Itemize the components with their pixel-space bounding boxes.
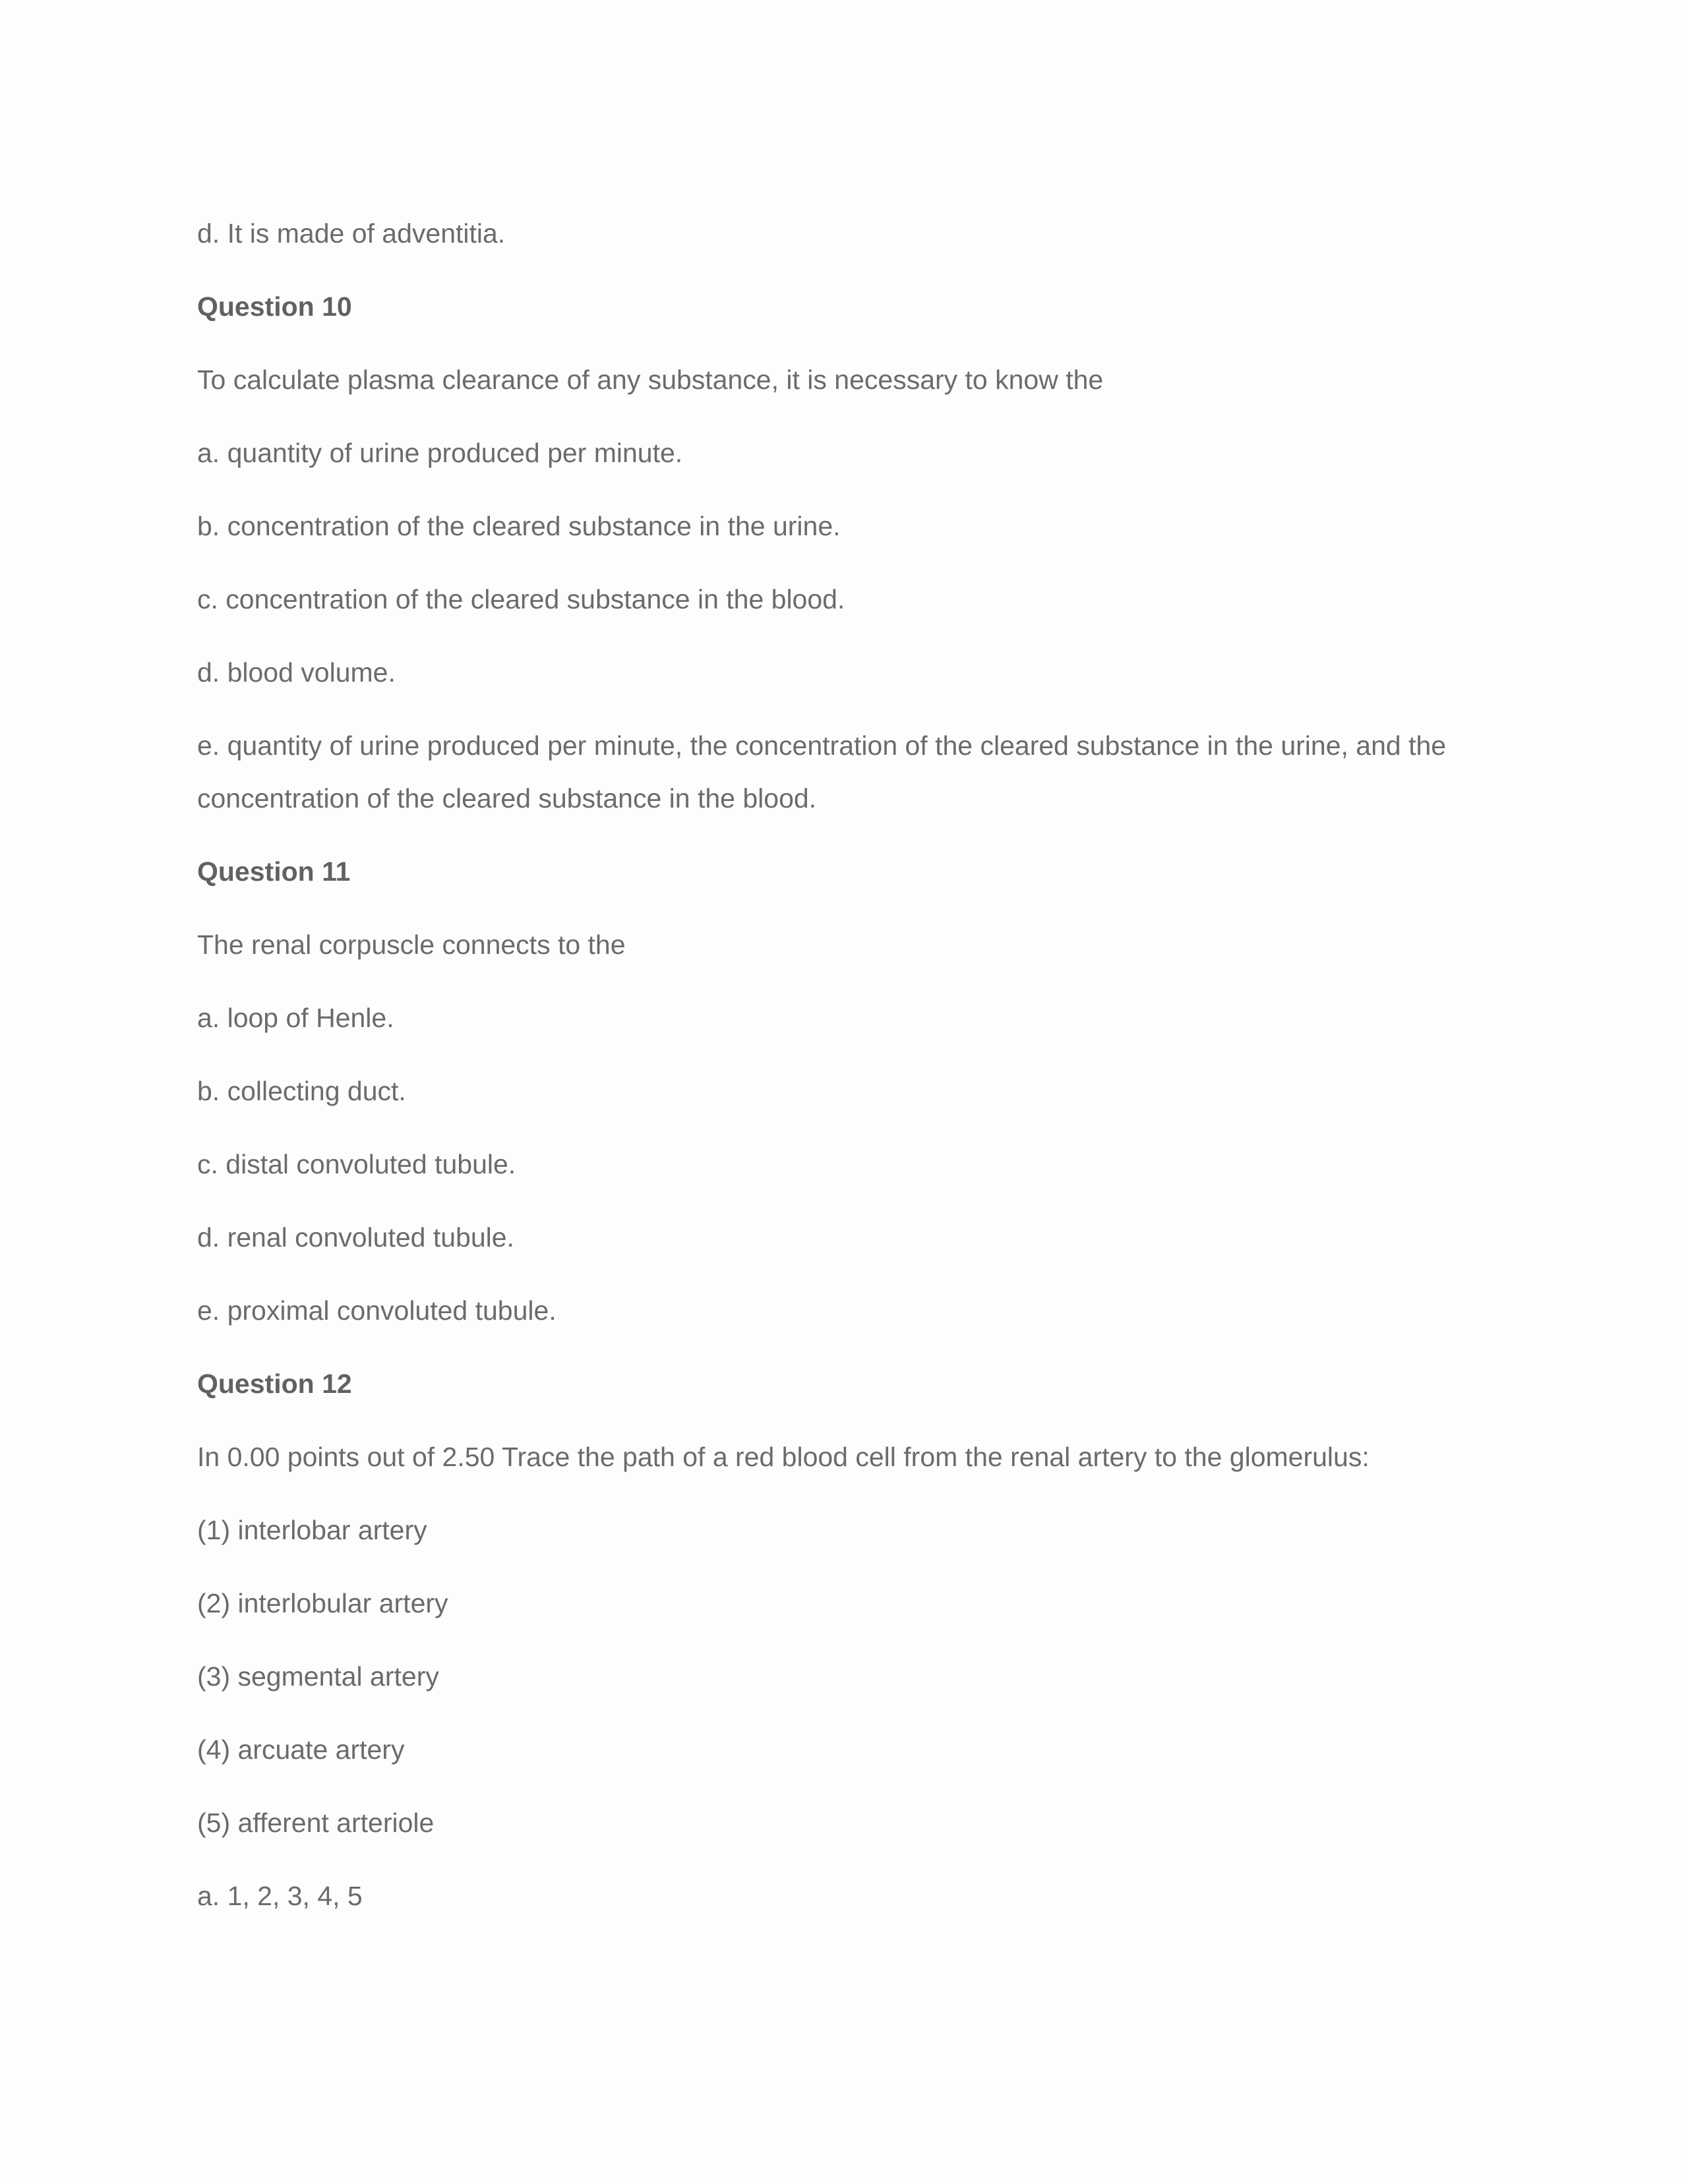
question-12-prompt: In 0.00 points out of 2.50 Trace the path of a red blood cell from the renal artery to the glomerulus: <box>197 1442 1370 1472</box>
question-10-option-d: d. blood volume. <box>197 657 396 688</box>
question-11-option-e: e. proximal convoluted tubule. <box>197 1295 557 1326</box>
question-11-heading: Question 11 <box>197 856 351 887</box>
question-12-heading: Question 12 <box>197 1369 352 1399</box>
question-10-prompt: To calculate plasma clearance of any substance, it is necessary to know the <box>197 365 1104 395</box>
question-10-option-c: c. concentration of the cleared substance in the blood. <box>197 584 845 614</box>
question-10-option-a: a. quantity of urine produced per minute. <box>197 438 683 468</box>
question-12-step-5: (5) afferent arteriole <box>197 1808 435 1838</box>
question-11-option-c: c. distal convoluted tubule. <box>197 1149 516 1179</box>
question-12-option-a: a. 1, 2, 3, 4, 5 <box>197 1881 363 1911</box>
question-12-step-2: (2) interlobular artery <box>197 1588 448 1618</box>
question-11-option-b: b. collecting duct. <box>197 1076 406 1106</box>
question-12-step-1: (1) interlobar artery <box>197 1515 427 1545</box>
question-11-option-d: d. renal convoluted tubule. <box>197 1222 514 1253</box>
question-10-option-b: b. concentration of the cleared substance in the urine. <box>197 511 841 541</box>
question-10-option-e-continued: concentration of the cleared substance in the blood. <box>197 783 817 813</box>
question-10-heading: Question 10 <box>197 291 352 322</box>
question-11-prompt: The renal corpuscle connects to the <box>197 930 626 960</box>
q9-option-d: d. It is made of adventitia. <box>197 218 506 249</box>
question-11-option-a: a. loop of Henle. <box>197 1003 394 1033</box>
question-10-option-e: e. quantity of urine produced per minute, the concentration of the cleared substance in the urine, and the <box>197 730 1447 761</box>
question-12-step-3: (3) segmental artery <box>197 1661 439 1692</box>
question-12-step-4: (4) arcuate artery <box>197 1734 405 1765</box>
